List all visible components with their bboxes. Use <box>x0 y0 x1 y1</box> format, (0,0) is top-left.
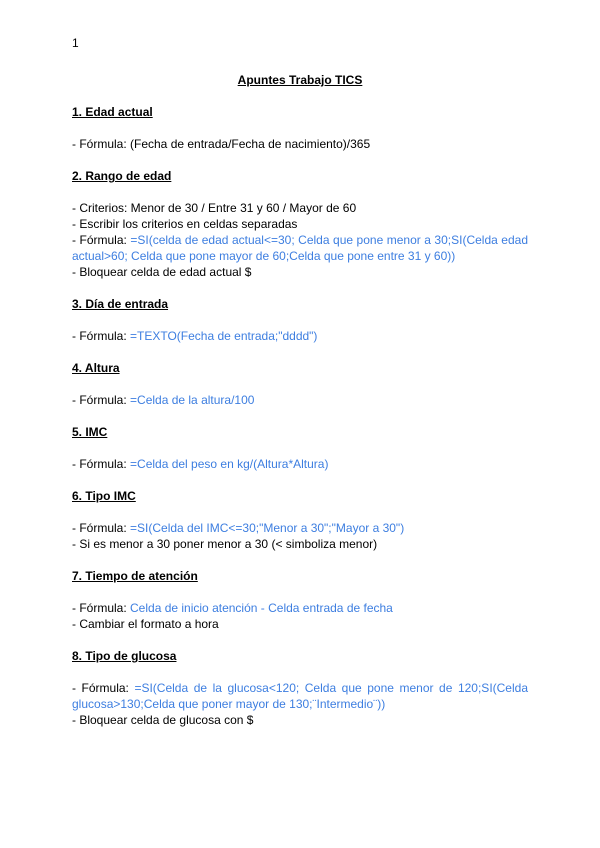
section-imc <box>72 424 528 472</box>
formula-text: =SI(Celda del IMC<=30;"Menor a 30";"Mayor a 30") <box>130 521 405 535</box>
section-heading: 7. Tiempo de atención <box>72 569 198 583</box>
section-heading: 3. Día de entrada <box>72 297 169 311</box>
line-prefix: - Fórmula: <box>72 681 135 695</box>
section-heading: 1. Edad actual <box>72 105 153 119</box>
line-prefix: - Fórmula: <box>72 393 131 407</box>
line-text: - Escribir los criterios en celdas separadas <box>72 217 298 231</box>
instruction-line <box>72 712 528 728</box>
formula-text: =SI(Celda de la glucosa<120; Celda que pone menor de 120;SI(Celda glucosa>130;Celda que poner mayor de 130;¨Intermedio¨)) <box>72 681 528 711</box>
section-rango-de-edad <box>72 168 528 280</box>
line-prefix: - Fórmula: <box>72 233 131 247</box>
formula-text: Celda de inicio atención - Celda entrada de fecha <box>130 601 393 615</box>
section-dia-de-entrada <box>72 296 528 344</box>
line-text: - Cambiar el formato a hora <box>72 617 219 631</box>
instruction-line <box>72 616 528 632</box>
line-prefix: - Fórmula: <box>72 457 131 471</box>
formula-text: =Celda del peso en kg/(Altura*Altura) <box>130 457 329 471</box>
line-prefix: - Fórmula: <box>72 521 131 535</box>
section-edad-actual <box>72 104 528 152</box>
line-text: - Si es menor a 30 poner menor a 30 (< simboliza menor) <box>72 537 378 551</box>
section-heading: 6. Tipo IMC <box>72 489 136 503</box>
section-tipo-imc <box>72 488 528 552</box>
formula-line <box>72 600 528 616</box>
line-text: - Bloquear celda de edad actual $ <box>72 265 252 279</box>
line-prefix: - Fórmula: <box>72 601 131 615</box>
formula-line <box>72 136 528 152</box>
section-heading: 5. IMC <box>72 425 108 439</box>
section-heading: 4. Altura <box>72 361 120 375</box>
section-altura <box>72 360 528 408</box>
formula-text: =TEXTO(Fecha de entrada;"dddd") <box>130 329 318 343</box>
formula-text: =Celda de la altura/100 <box>130 393 255 407</box>
formula-text: =SI(celda de edad actual<=30; Celda que pone menor a 30;SI(Celda edad actual>60; Celda que pone mayor de 60;Celda que pone entre 31 y 60)) <box>72 233 529 263</box>
formula-line <box>72 520 528 536</box>
section-tiempo-de-atencion <box>72 568 528 632</box>
formula-line <box>72 328 528 344</box>
instruction-line <box>72 536 528 552</box>
formula-line <box>72 232 528 264</box>
line-text: - Criterios: Menor de 30 / Entre 31 y 60 / Mayor de 60 <box>72 201 357 215</box>
line-text: - Bloquear celda de glucosa con $ <box>72 713 254 727</box>
document-title: Apuntes Trabajo TICS <box>237 73 363 87</box>
section-tipo-de-glucosa <box>72 648 528 728</box>
section-heading: 8. Tipo de glucosa <box>72 649 177 663</box>
line-text: - Fórmula: (Fecha de entrada/Fecha de nacimiento)/365 <box>72 137 371 151</box>
page-number: 1 <box>72 36 79 50</box>
section-heading: 2. Rango de edad <box>72 169 172 183</box>
criteria-line <box>72 200 528 216</box>
instruction-line <box>72 216 528 232</box>
formula-line <box>72 680 528 712</box>
formula-line <box>72 392 528 408</box>
instruction-line <box>72 264 528 280</box>
line-prefix: - Fórmula: <box>72 329 131 343</box>
formula-line <box>72 456 528 472</box>
